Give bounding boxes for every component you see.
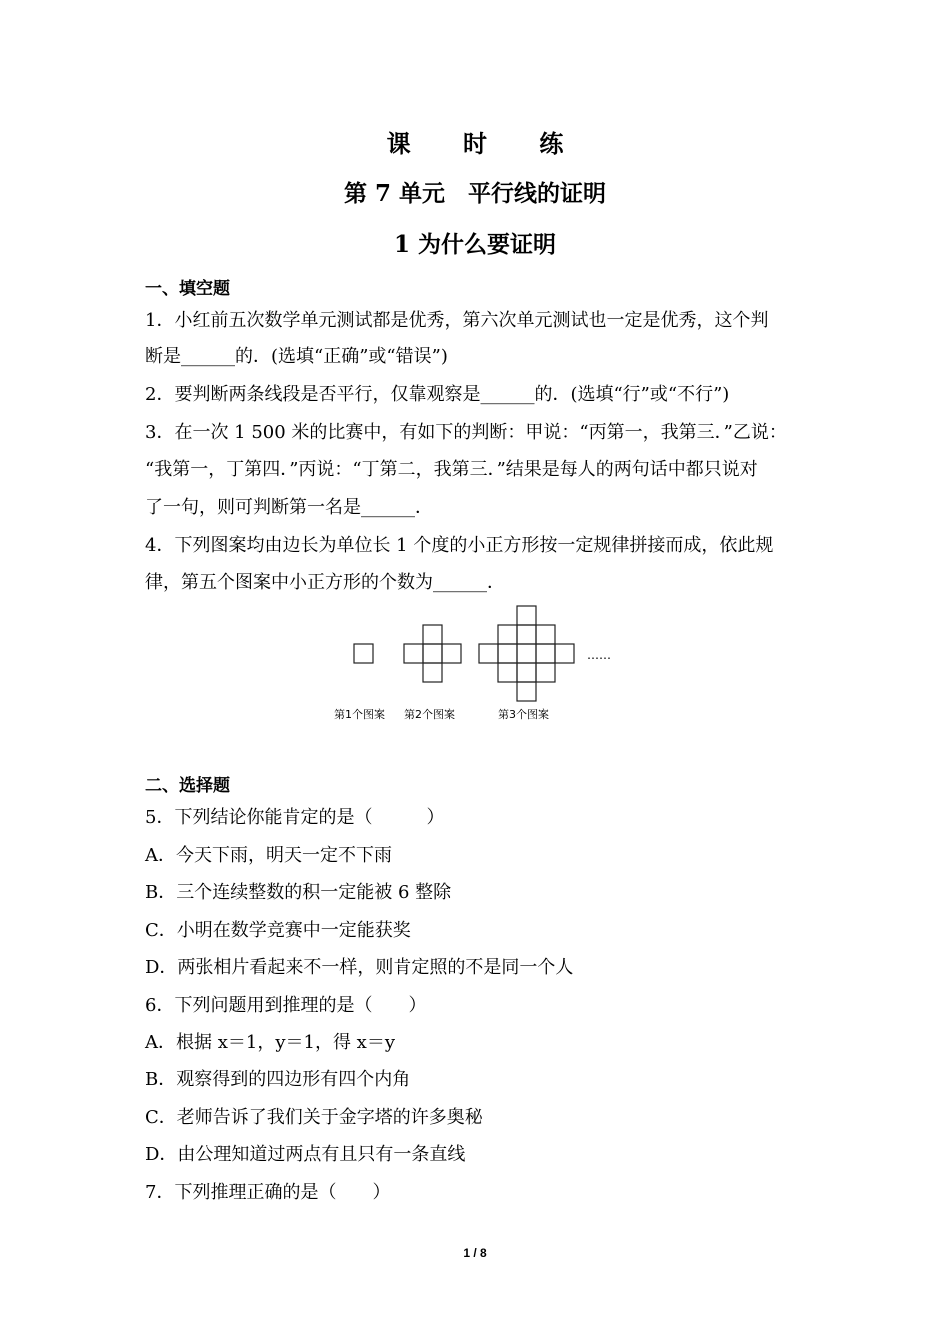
question-1-line-1: 1．小红前五次数学单元测试都是优秀，第六次单元测试也一定是优秀，这个判 [145,310,769,331]
question-6-option-a: A．根据 x＝1，y＝1，得 x＝y [145,1032,395,1053]
question-2: 2．要判断两条线段是否平行，仅靠观察是______的．(选填“行”或“不行”) [145,384,730,405]
question-3-line-1: 3．在一次 1 500 米的比赛中，有如下的判断：甲说：“丙第一，我第三．”乙说： [145,422,787,443]
question-6: 6．下列问题用到推理的是（ ） [145,995,427,1016]
pattern-2 [404,625,461,682]
figure-ellipsis: …… [587,648,611,662]
question-1-line-2: 断是______的．(选填“正确”或“错误”) [145,346,448,367]
question-7: 7．下列推理正确的是（ ） [145,1182,391,1203]
figure-label-1: 第1个图案 [334,708,385,721]
page-number: 1 / 8 [463,1246,487,1260]
figure-label-2: 第2个图案 [404,708,455,721]
section-heading-fill-in: 一、填空题 [145,279,230,299]
question-3-line-2: “我第一，丁第四．”丙说：“丁第二，我第三．”结果是每人的两句话中都只说对 [145,459,758,480]
pattern-1-square [354,644,373,663]
document-title: 课 时 练 [386,129,586,158]
lesson-title: 1 为什么要证明 [393,231,556,258]
unit-title: 第 7 单元 平行线的证明 [343,180,607,207]
question-5-option-c: C．小明在数学竞赛中一定能获奖 [145,920,411,941]
question-6-option-b: B．观察得到的四边形有四个内角 [145,1069,411,1090]
question-4-line-2: 律，第五个图案中小正方形的个数为______． [145,572,505,593]
pattern-3 [479,606,574,701]
question-5-option-b: B．三个连续整数的积一定能被 6 整除 [145,882,452,903]
question-5-option-d: D．两张相片看起来不一样，则肯定照的不是同一个人 [145,957,574,978]
question-5-option-a: A．今天下雨，明天一定不下雨 [145,845,392,866]
question-5: 5．下列结论你能肯定的是（ ） [145,807,445,828]
figure-label-3: 第3个图案 [498,708,549,721]
square-pattern-figure [330,602,630,732]
question-6-option-d: D．由公理知道过两点有且只有一条直线 [145,1144,466,1165]
question-3-line-3: 了一句，则可判断第一名是______． [145,497,433,518]
section-heading-multiple-choice: 二、选择题 [145,776,230,796]
question-4-line-1: 4．下列图案均由边长为单位长 1 个度的小正方形按一定规律拼接而成，依此规 [145,535,774,556]
question-6-option-c: C．老师告诉了我们关于金字塔的许多奥秘 [145,1107,483,1128]
